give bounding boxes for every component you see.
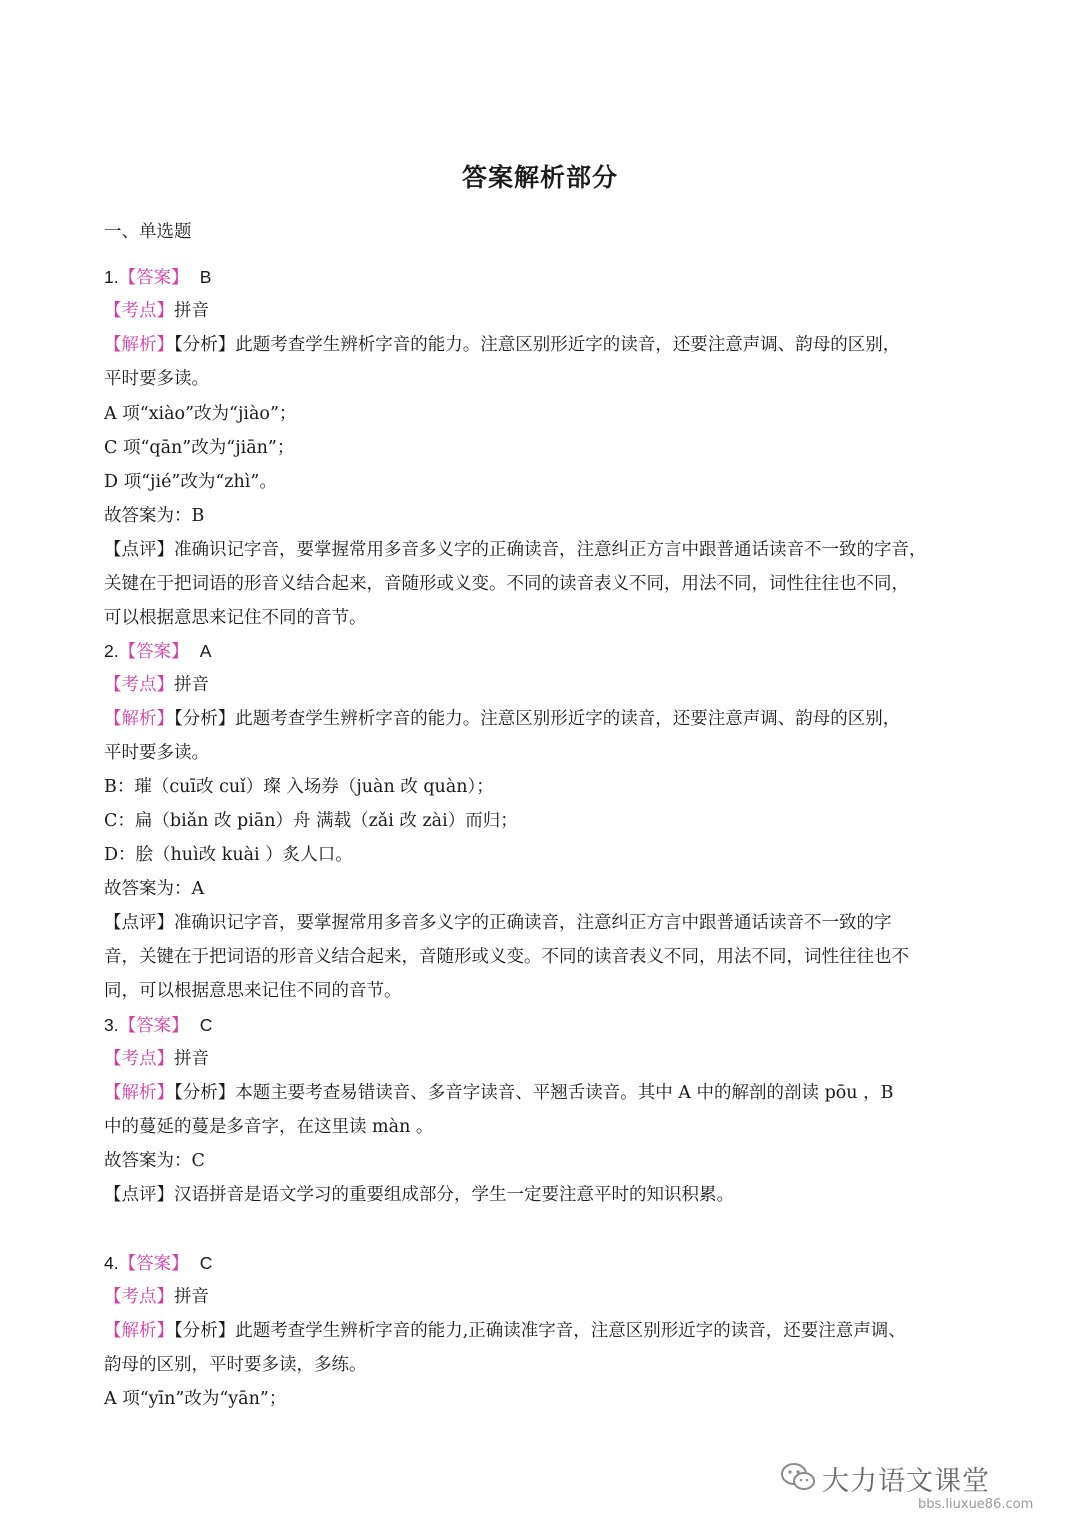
watermark-url: bbs.liuxue86.com [918, 1497, 1034, 1512]
analysis-marker: 【解析】 [104, 1321, 174, 1341]
q3-answer: C [199, 1015, 213, 1035]
q4-number: 4. [104, 1253, 119, 1273]
q3-analysis-cont: 中的蔓延的蔓是多音字，在这里读 màn 。 [104, 1117, 434, 1137]
q3-answer-line [104, 1013, 212, 1038]
analysis-marker: 【解析】 [104, 709, 174, 729]
q4-answer-line [104, 1251, 212, 1276]
q1-final-answer: 故答案为：B [104, 506, 205, 526]
q1-comment-3: 可以根据意思来记住不同的音节。 [104, 608, 367, 628]
q2-analysis-text: 【分析】此题考查学生辨析字音的能力。注意区别形近字的读音，还要注意声调、韵母的区别， [174, 709, 901, 729]
q1-point: 拼音 [174, 301, 209, 321]
q1-comment-1: 【点评】准确识记字音，要掌握常用多音多义字的正确读音，注意纠正方言中跟普通话读音不一致的字音， [104, 540, 927, 560]
answer-marker: 【答案】 [118, 1016, 189, 1036]
point-marker: 【考点】 [104, 1287, 174, 1307]
watermark [780, 1455, 1070, 1515]
section-heading: 一、单选题 [104, 222, 192, 242]
q4-analysis-cont: 韵母的区别，平时要多读，多练。 [104, 1355, 367, 1375]
q2-item-b: B：璀（cuī改 cuǐ）璨 入场券（juàn 改 quàn）； [104, 777, 494, 797]
q1-item-d: D 项“jié”改为“zhì”。 [104, 472, 277, 492]
q2-final-answer: 故答案为：A [104, 879, 205, 899]
q3-number: 3. [104, 1015, 119, 1035]
q2-analysis-line [104, 707, 900, 731]
q3-point-line [104, 1047, 209, 1071]
q4-answer: C [199, 1253, 213, 1273]
q4-analysis-text: 【分析】此题考查学生辨析字音的能力,正确读准字音，注意区别形近字的读音，还要注意声调、 [174, 1321, 906, 1341]
q2-comment-2: 音，关键在于把词语的形音义结合起来，音随形或义变。不同的读音表义不同，用法不同，词性往往也不 [104, 947, 909, 967]
q1-number: 1. [104, 267, 119, 287]
q4-analysis-line [104, 1319, 906, 1343]
q3-comment-1: 【点评】汉语拼音是语文学习的重要组成部分，学生一定要注意平时的知识积累。 [104, 1185, 734, 1205]
q2-answer-line [104, 639, 211, 664]
q1-point-line [104, 299, 209, 323]
q1-answer: B [199, 267, 212, 287]
watermark-text: 大力语文课堂 [822, 1466, 990, 1497]
q4-item-a: A 项“yīn”改为“yān”； [104, 1389, 287, 1409]
q2-number: 2. [104, 641, 119, 661]
answer-marker: 【答案】 [118, 268, 189, 288]
point-marker: 【考点】 [104, 301, 174, 321]
q2-comment-1: 【点评】准确识记字音，要掌握常用多音多义字的正确读音，注意纠正方言中跟普通话读音不一致的字 [104, 913, 892, 933]
q2-item-d: D：脍（huì改 kuài ）炙人口。 [104, 845, 353, 865]
point-marker: 【考点】 [104, 1049, 174, 1069]
q3-analysis-line [104, 1081, 894, 1105]
wechat-icon [780, 1462, 816, 1492]
q1-analysis-line [104, 333, 900, 357]
q4-point: 拼音 [174, 1287, 209, 1307]
q2-point-line [104, 673, 209, 697]
q1-comment-2: 关键在于把词语的形音义结合起来，音随形或义变。不同的读音表义不同，用法不同，词性往往也不同， [104, 574, 909, 594]
q3-final-answer: 故答案为：C [104, 1151, 205, 1171]
q1-analysis-cont: 平时要多读。 [104, 369, 209, 389]
q2-point: 拼音 [174, 675, 209, 695]
q2-analysis-cont: 平时要多读。 [104, 743, 209, 763]
q3-point: 拼音 [174, 1049, 209, 1069]
analysis-marker: 【解析】 [104, 335, 174, 355]
q1-answer-line [104, 265, 211, 290]
q1-analysis-text: 【分析】此题考查学生辨析字音的能力。注意区别形近字的读音，还要注意声调、韵母的区别， [174, 335, 901, 355]
q2-item-c: C：扁（biǎn 改 piān）舟 满载（zǎi 改 zài）而归； [104, 811, 518, 831]
q3-analysis-text: 【分析】本题主要考查易错读音、多音字读音、平翘舌读音。其中 A 中的解剖的剖读 pōu ，B [174, 1083, 894, 1103]
q2-answer: A [199, 641, 212, 661]
page-title: 答案解析部分 [461, 163, 618, 192]
q1-item-a: A 项“xiào”改为“jiào”； [104, 404, 297, 424]
q4-point-line [104, 1285, 209, 1309]
answer-marker: 【答案】 [118, 1254, 189, 1274]
answer-marker: 【答案】 [118, 642, 189, 662]
point-marker: 【考点】 [104, 675, 174, 695]
q1-item-c: C 项“qān”改为“jiān”； [104, 438, 295, 458]
q2-comment-3: 同，可以根据意思来记住不同的音节。 [104, 981, 402, 1001]
analysis-marker: 【解析】 [104, 1083, 174, 1103]
